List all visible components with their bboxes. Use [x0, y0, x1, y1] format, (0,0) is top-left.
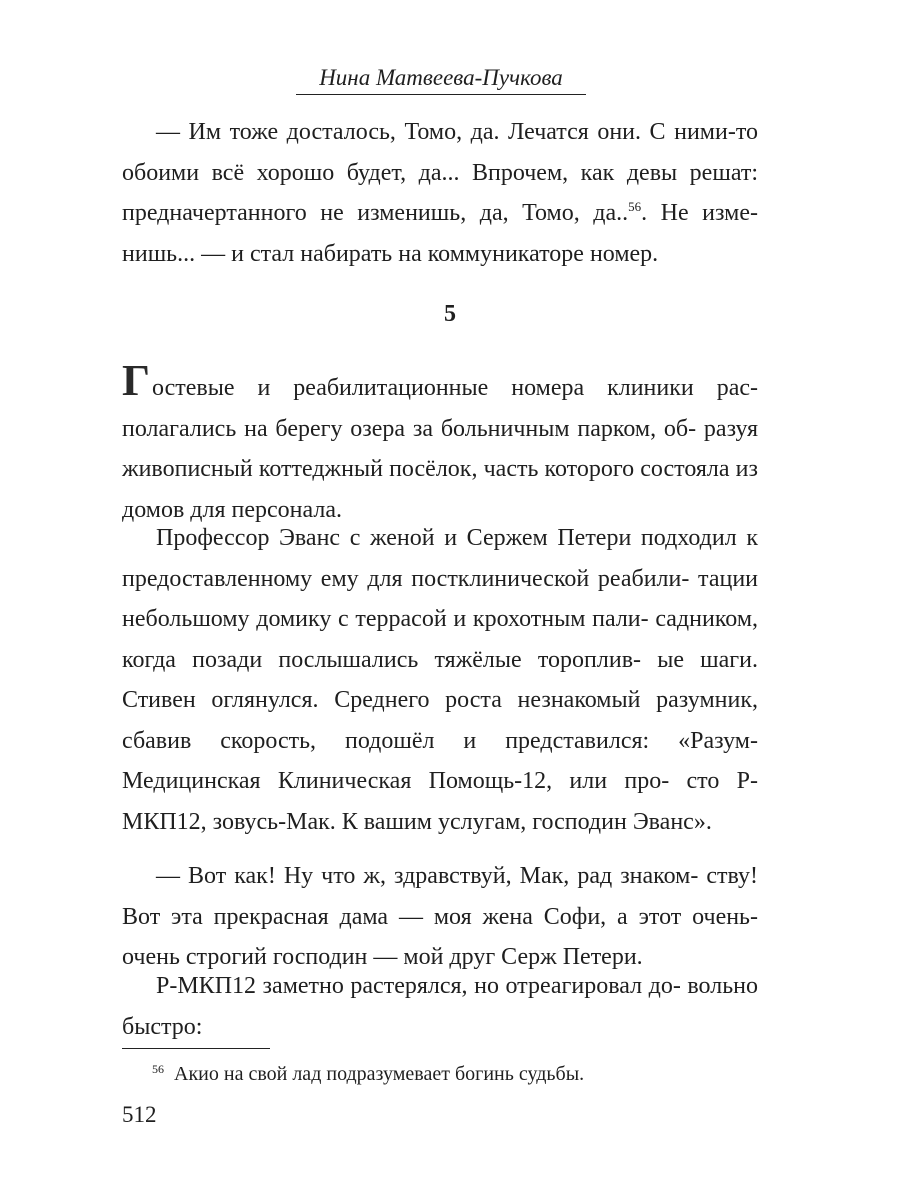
running-header: Нина Матвеева-Пучкова: [296, 64, 586, 95]
paragraph-text-continued: . Не изме- нишь... — и стал набирать на коммуникаторе номер.: [122, 200, 758, 267]
paragraph-1: [122, 356, 758, 530]
drop-cap: Г: [122, 356, 150, 405]
paragraph-text: — Им тоже досталось, Томо, да. Лечатся они. С ними-то обоими всё хорошо будет, да... Впрочем, как девы решат: предначертанного не изменишь, да, Томо, да..: [122, 119, 758, 226]
footnote-number: 56: [152, 1062, 164, 1076]
paragraph-3: — Вот как! Ну что ж, здравствуй, Мак, рад знаком- ству! Вот эта прекрасная дама — моя жена Софи, а этот очень-очень строгий господин — мой друг Серж Петери.: [122, 863, 758, 970]
paragraph-text: остевые и реабилитационные номера клиники рас- полагались на берегу озера за больничным парком, об- разуя живописный коттеджный посёлок, часть которого состояла из домов для персонала.: [122, 375, 758, 523]
paragraph-2: Профессор Эванс с женой и Сержем Петери подходил к предоставленному ему для постклинической реабили- тации небольшому домику с террасой и крохотным пали- садником, когда позади послышались тяжёлые тороплив- ые шаги. Стивен оглянулся. Среднего роста незнакомый разумник, сбавив скорость, подошёл и представился: «Разум-Медицинская Клиническая Помощь-12, или про- сто Р-МКП12, зовусь-Мак. К вашим услугам, господин Эванс».: [122, 525, 758, 835]
chapter-number: 5: [444, 301, 456, 327]
footnote-text: Акио на свой лад подразумевает богинь судьбы.: [174, 1063, 585, 1085]
paragraph-dialogue-top: [122, 112, 758, 274]
footnote-divider: [122, 1048, 270, 1049]
paragraph-4: Р-МКП12 заметно растерялся, но отреагировал до- вольно быстро:: [122, 973, 758, 1040]
footnote: [152, 1060, 752, 1088]
footnote-reference: 56: [628, 199, 642, 214]
page-number: 512: [122, 1102, 157, 1127]
